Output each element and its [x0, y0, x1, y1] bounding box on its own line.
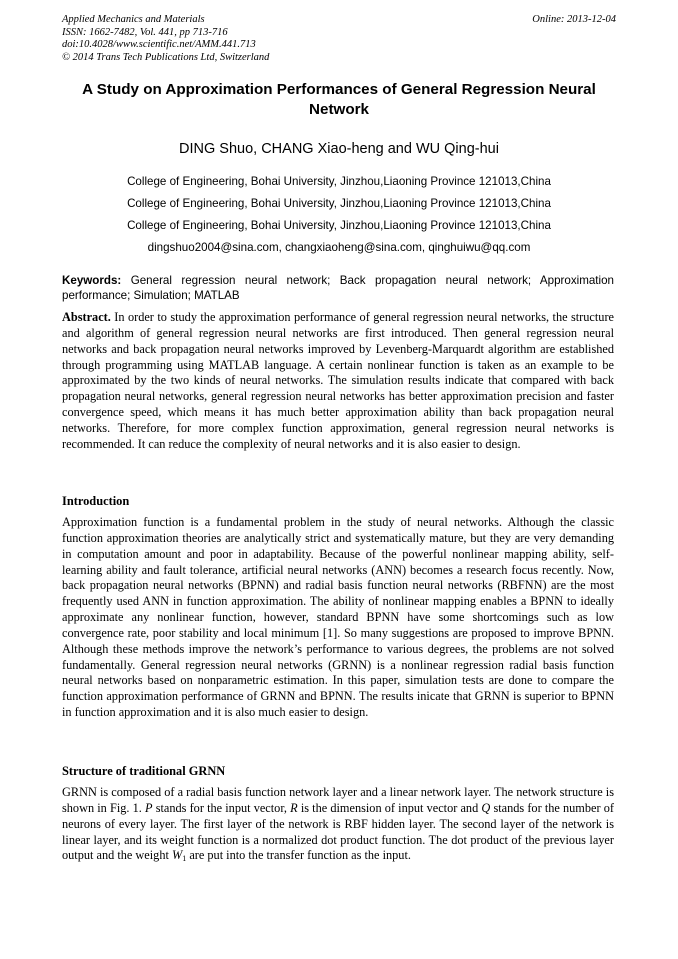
grnn-structure-heading: Structure of traditional GRNN	[62, 764, 226, 778]
keywords	[62, 274, 614, 303]
keywords-label: Keywords:	[62, 274, 122, 287]
affiliation-line: College of Engineering, Bohai University, Jinzhou,Liaoning Province 121013,China	[127, 197, 551, 210]
math-variable: R	[290, 800, 298, 815]
journal-header	[62, 14, 269, 64]
abstract	[62, 310, 614, 453]
math-variable: P	[145, 800, 153, 815]
math-variable: W	[171, 848, 183, 863]
author-list: DING Shuo, CHANG Xiao-heng and WU Qing-hui	[179, 141, 499, 157]
paragraph-text: are put into the transfer function as the input.	[189, 848, 411, 863]
math-variable: Q	[481, 800, 491, 815]
affiliation-line: College of Engineering, Bohai University, Jinzhou,Liaoning Province 121013,China	[127, 175, 551, 188]
introduction-paragraph: Approximation function is a fundamental problem in the study of neural networks. Although the classic function approximation theories are analytically strict and systematically mature, but they are very demanding in computation amount and poor in adaptability. Because of the powerful nonlinear mapping ability, self-learning ability and fault tolerance, artificial neural networks (ANN) becomes a research focus recently. Now, back propagation neural networks (BPNN) and radial basis function neural networks (RBFNN) are the most frequently used ANN in function approximation. The ability of nonlinear mapping enables a BPNN to ideally approximate any nonlinear function, however, standard BPNN have some shortcomings such as low convergence rate, poor stability and local minimum [1]. So many suggestions are proposed to improve BPNN. Although these methods improve the network’s performance to various degrees, the problems are not solved fundamentally. General regression neural networks (GRNN) is a nonlinear regression radial basis function neural networks based on nonparametric estimation. In this paper, simulation tests are done to compare the function approximation performance of GRNN and BPNN. The results inicate that GRNN is superior to BPNN in function approximation and it is also much easier to design.	[62, 515, 614, 720]
abstract-label: Abstract.	[62, 310, 111, 324]
introduction-heading: Introduction	[62, 494, 130, 508]
issn-line: ISSN: 1662-7482, Vol. 441, pp 713-716	[62, 26, 228, 38]
affiliation-line: College of Engineering, Bohai University, Jinzhou,Liaoning Province 121013,China	[127, 219, 551, 232]
keywords-text: General regression neural network; Back propagation neural network; Approximation performance; Simulation; MATLAB	[62, 274, 614, 302]
affiliations	[62, 174, 616, 262]
abstract-text: In order to study the approximation performance of general regression neural networks, the structure and algorithm of general regression neural networks are first introduced. Then general regression neural networks and back propagation neural networks improved by Levenberg-Marquardt algorithm are established through programming using MATLAB language. A certain nonlinear function is taken as an example to be approximated by the two kinds of neural networks. The simulation results indicate that compared with back propagation neural networks, general regression neural networks has better approximation precision and faster convergence speed, which means it has much better approximation ability than back propagation neural networks. Therefore, for more complex function approximation, general regression neural networks is recommended. It can reduce the complexity of neural networks and it is also easier to design.	[62, 310, 614, 451]
paragraph-text: GRNN is composed of a radial basis function network layer and a linear network layer. The network structure is shown in Fig. 1.	[62, 785, 614, 815]
grnn-structure-paragraph	[62, 785, 614, 864]
math-subscript: 1	[182, 854, 187, 864]
journal-name: Applied Mechanics and Materials	[62, 14, 205, 25]
paper-title: A Study on Approximation Performances of General Regression Neural Network	[82, 81, 596, 118]
email-line: dingshuo2004@sina.com, changxiaoheng@sina.com, qinghuiwu@qq.com	[147, 241, 531, 254]
paragraph-text: stands for the input vector,	[155, 800, 287, 815]
copyright-line: © 2014 Trans Tech Publications Ltd, Switzerland	[62, 51, 270, 63]
doi-line: doi:10.4028/www.scientific.net/AMM.441.713	[62, 39, 256, 50]
online-date: Online: 2013-12-04	[532, 14, 616, 25]
paragraph-text: stands for the number of neurons of every layer. The first layer of the network is RBF hidden layer. The second layer of the network is linear layer, and its weight function is a normalized dot product function. The dot product of the previous layer output and the weight	[62, 800, 614, 863]
paragraph-text: is the dimension of input vector and	[300, 800, 479, 815]
